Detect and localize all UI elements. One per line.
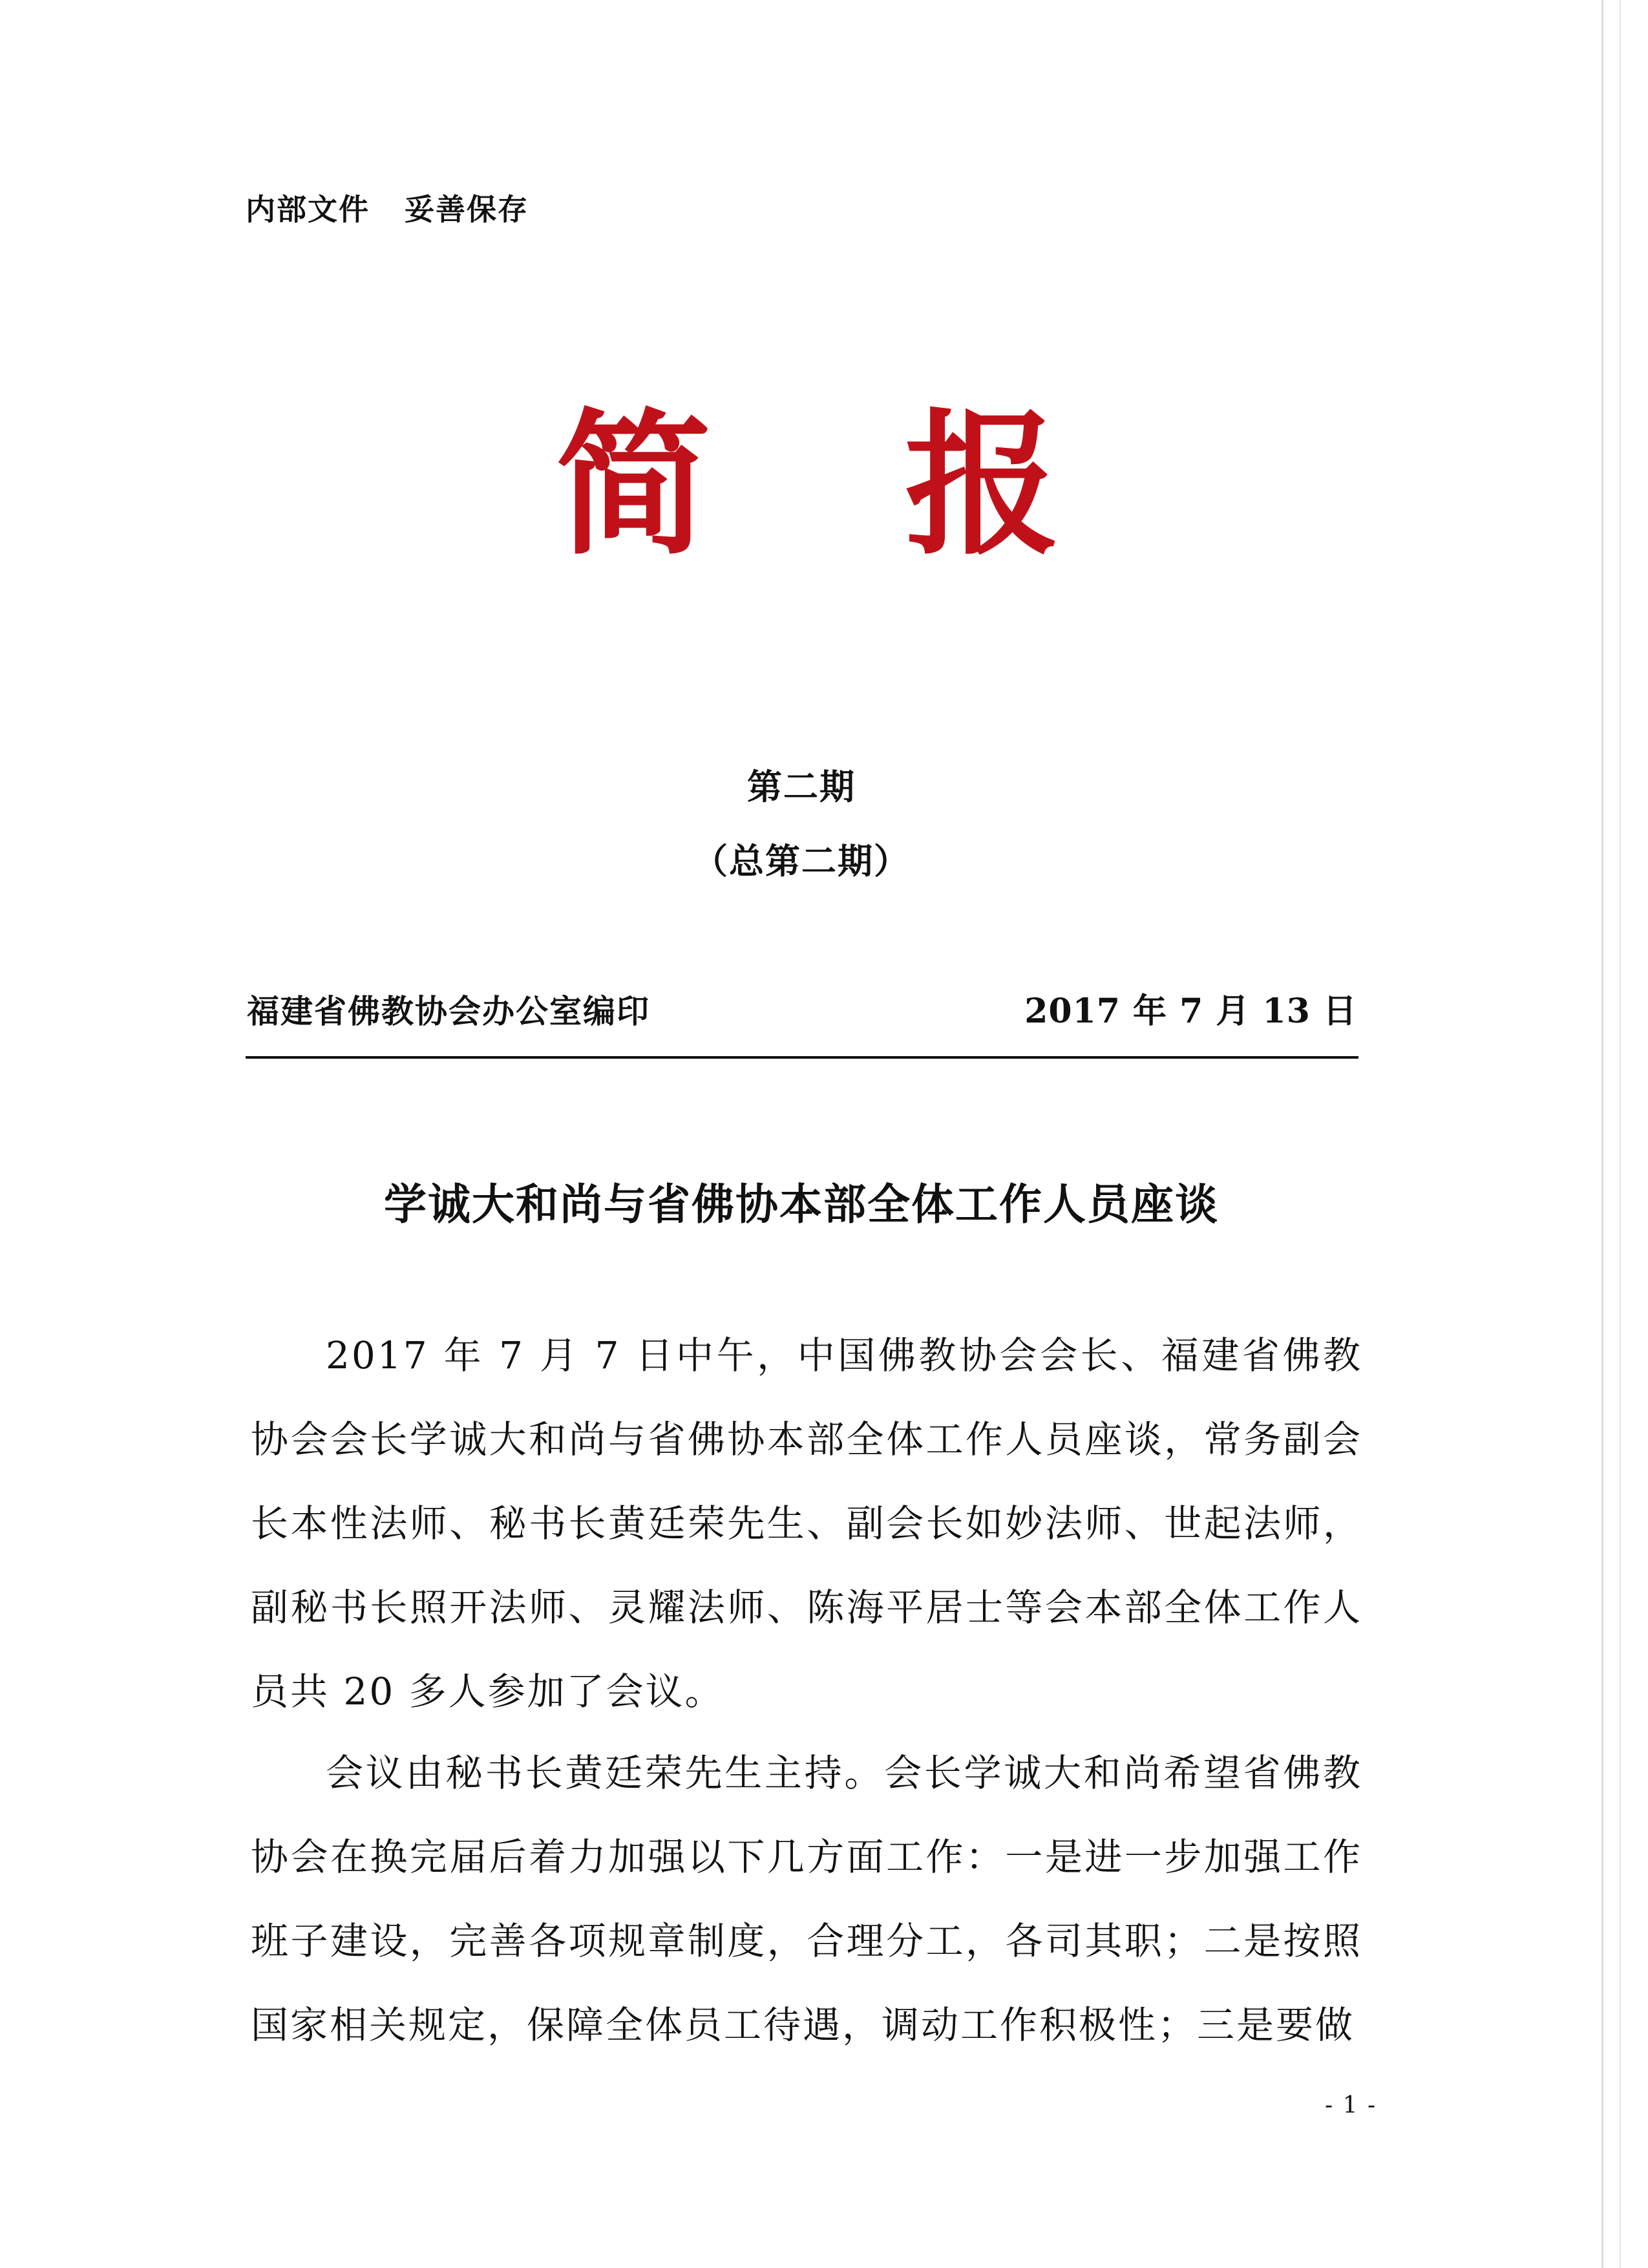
publication-date: 2017 年 7 月 13 日 xyxy=(1024,991,1357,1031)
confidential-note: 内部文件 妥善保存 xyxy=(246,192,529,227)
masthead-title-char-2: 报 xyxy=(905,394,1061,576)
issue-total-number: （总第二期） xyxy=(693,840,910,882)
masthead-title-char-1: 简 xyxy=(556,394,712,576)
article-paragraph: 2017 年 7 月 7 日中午，中国佛教协会会长、福建省佛教协会会长学诚大和尚与省佛协本部全体工作人员座谈，常务副会长本性法师、秘书长黄廷荣先生、副会长如妙法师、世起法师，副秘书长照开法师、灵耀法师、陈海平居士等会本部全体工作人员共 20 多人参加了会议。 xyxy=(251,1333,1362,1713)
scan-edge xyxy=(1620,0,1621,2268)
publisher: 福建省佛教协会办公室编印 xyxy=(247,993,650,1030)
issue-number: 第二期 xyxy=(747,766,856,807)
article-title: 学诚大和尚与省佛协本部全体工作人员座谈 xyxy=(384,1179,1219,1229)
masthead xyxy=(0,394,1648,576)
article-paragraph: 会议由秘书长黄廷荣先生主持。会长学诚大和尚希望省佛教协会在换完届后着力加强以下几方面工作：一是进一步加强工作班子建设，完善各项规章制度，合理分工，各司其职；二是按照国家相关规定，保障全体员工待遇，调动工作积极性；三是要做 xyxy=(251,1751,1362,2047)
scan-edge xyxy=(1601,0,1603,2268)
page-number: - 1 - xyxy=(1325,2092,1377,2119)
divider-rule xyxy=(246,1056,1358,1059)
